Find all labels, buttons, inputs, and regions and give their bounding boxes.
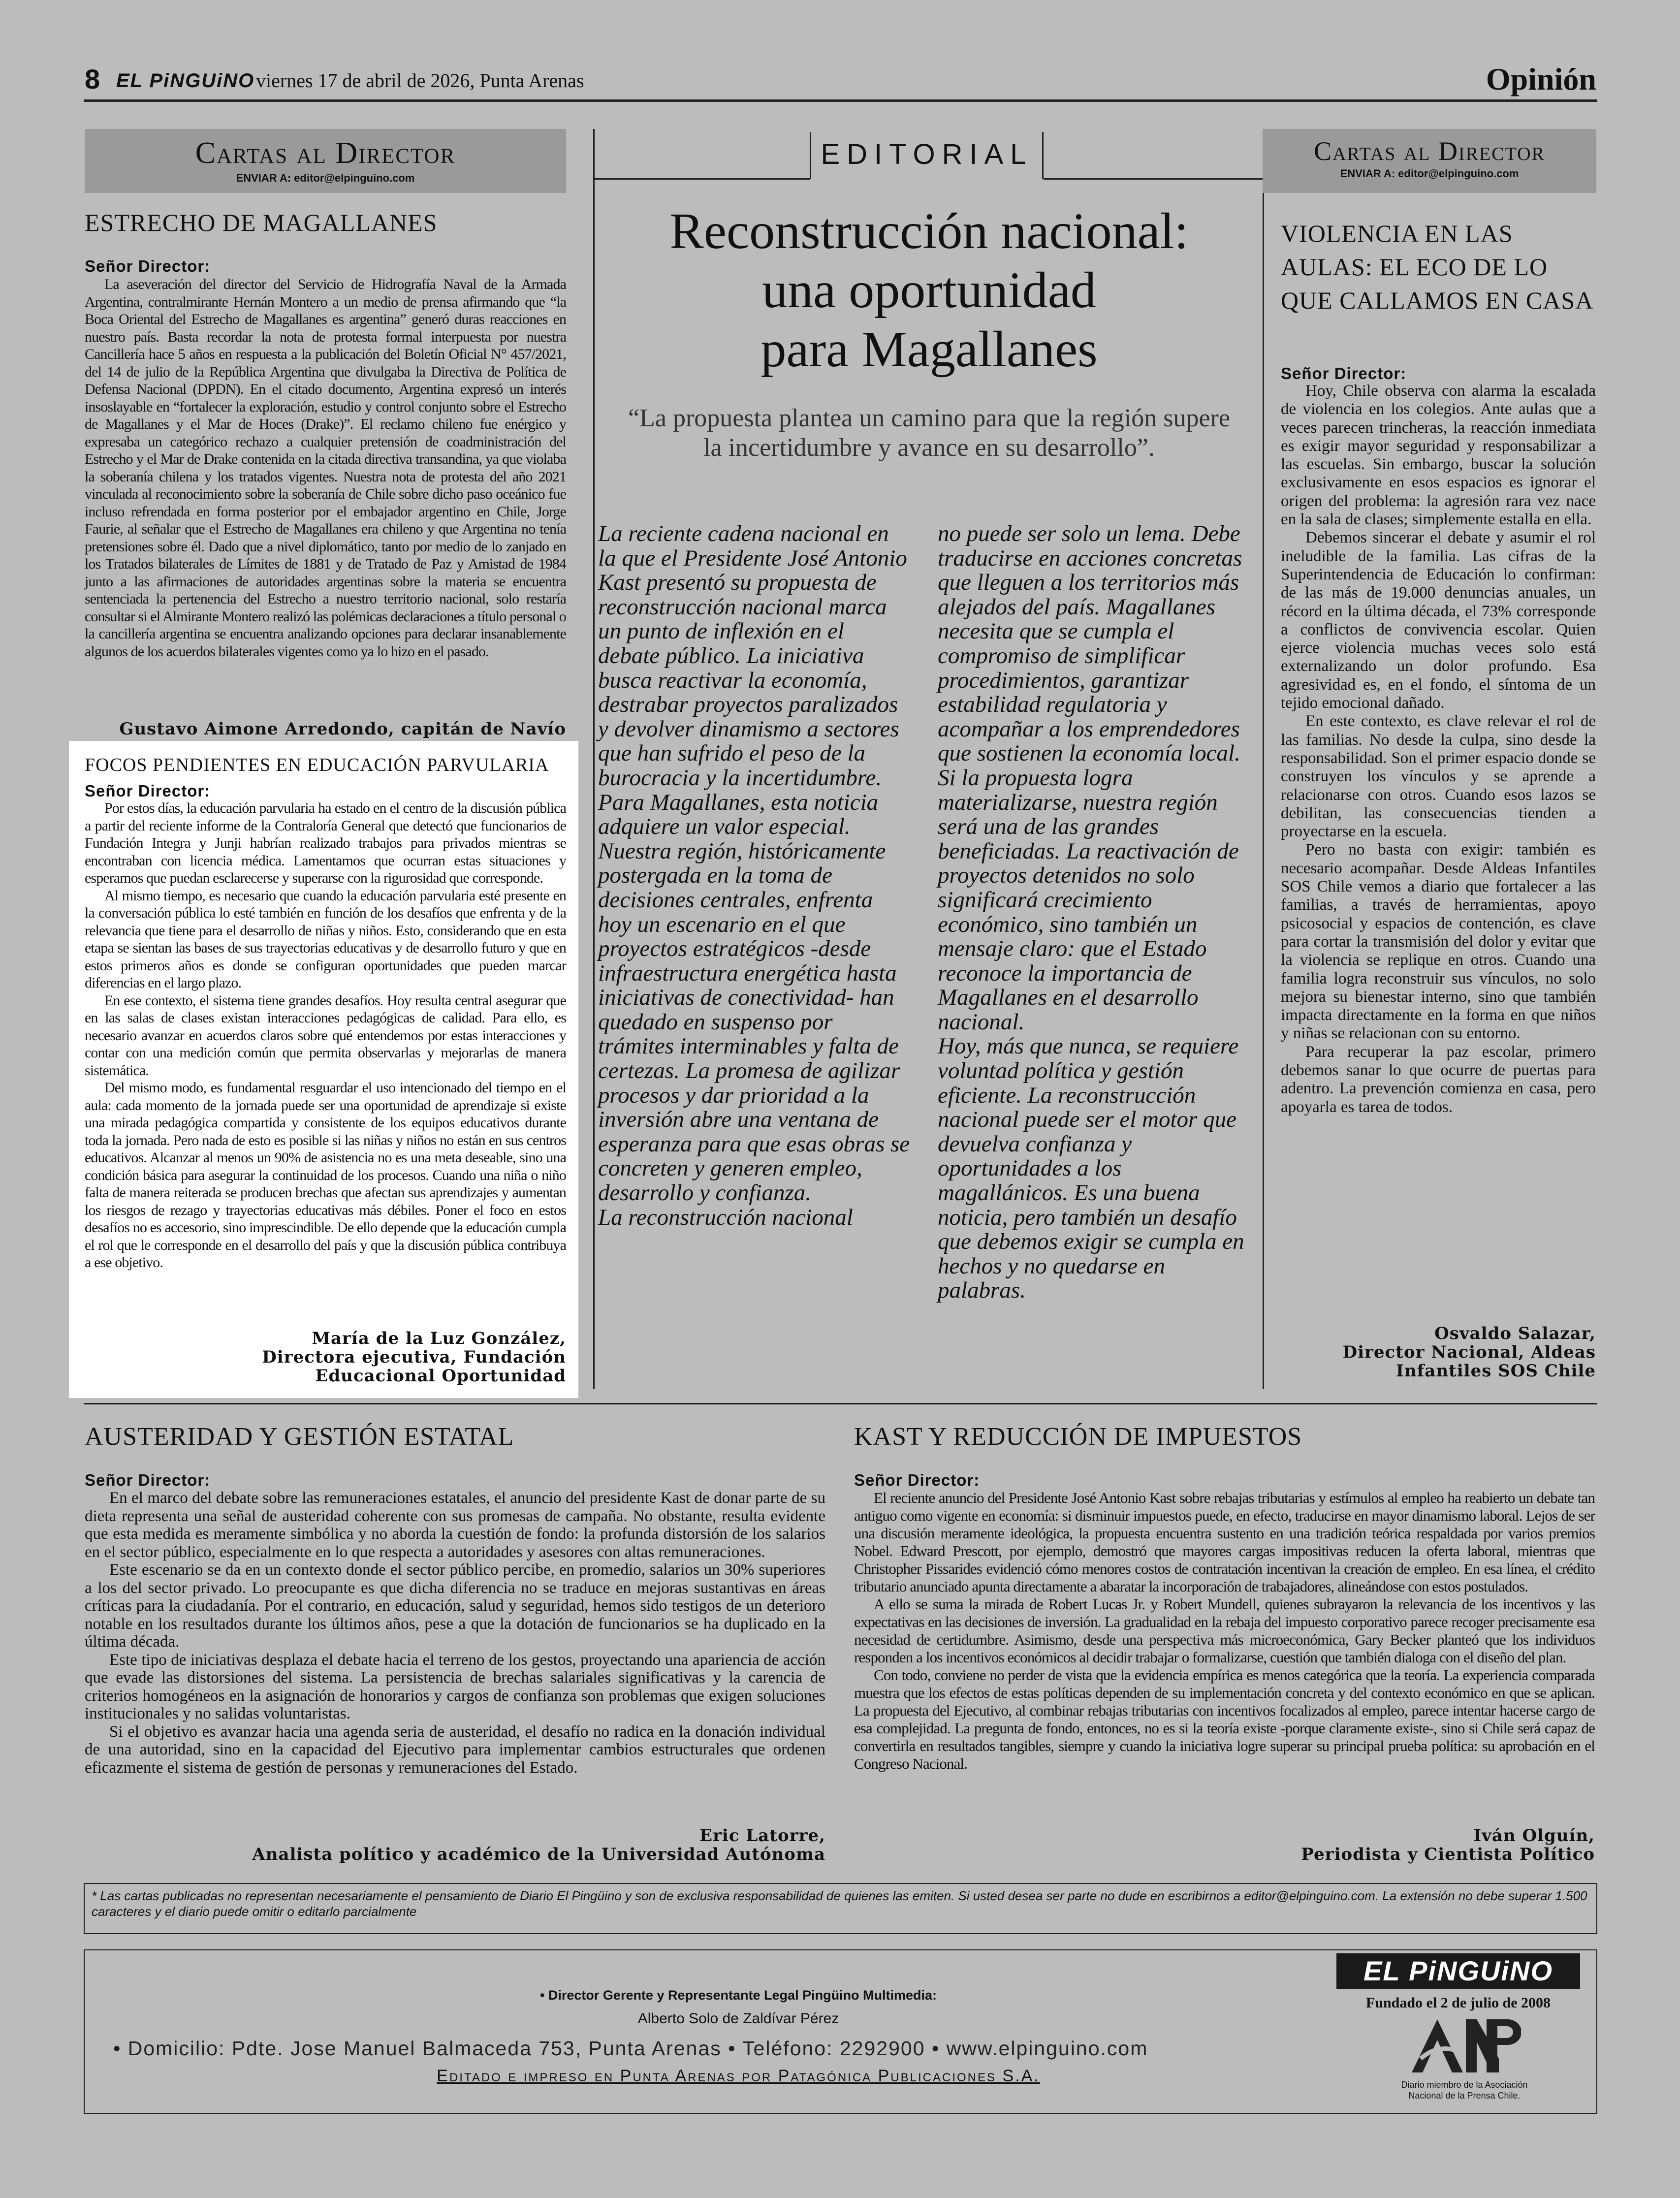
editorial-left-rule	[593, 129, 595, 1389]
letter4-greeting: Señor Director:	[85, 1471, 211, 1489]
founded-date: Fundado el 2 de julio de 2008	[1365, 1995, 1551, 2011]
editorial-label-line-right	[1044, 178, 1264, 180]
editorial-column-2: no puede ser solo un lema. Debe traducirse en acciones concretas que lleguen a los territorios más alejados del país. Magallanes necesita que se cumpla el compromiso de simplificar procedimientos, garantizar estabilidad regulatoria y acompañar a los emprendedores que sostienen la economía local. Si la propuesta logra materializarse, nuestra región será una de las grandes beneficiadas. La reactivación de proyectos detenidos no solo significará crecimiento económico, sino también un mensaje claro: que el Estado reconoce la importancia de Magallanes en el desarrollo nacional. Hoy, más que nunca, se requiere voluntad política y gestión eficiente. La reconstrucción nacional puede ser el motor que devuelva confianza y oportunidades a los magallánicos. Es una buena noticia, pero también un desafío que debemos exigir se cumpla en hechos y no quedarse en palabras.	[938, 521, 1244, 1304]
cartas-header-right	[1263, 129, 1596, 193]
letter5-greeting: Señor Director:	[854, 1471, 980, 1489]
disclaimer-text: * Las cartas publicadas no representan necesariamente el pensamiento de Diario El Pingüino y son de exclusiva responsabilidad de quienes las emiten. Si usted desea ser parte no dude en escribirnos a editor@elpinguino.com. La extensión no debe superar 1.500 caracteres y el diario puede omitir o editarlo parcialmente	[92, 1888, 1587, 1919]
editorial-label-bracket-right	[1042, 132, 1044, 179]
brand-name: EL PiNGUiNO	[116, 70, 255, 92]
letter3-title: VIOLENCIA EN LAS AULAS: EL ECO DE LO QUE CALLAMOS EN CASA	[1281, 220, 1594, 314]
director-name: Alberto Solo de Zaldívar Pérez	[637, 2010, 839, 2027]
letter2-title: FOCOS PENDIENTES EN EDUCACIÓN PARVULARIA	[85, 755, 549, 775]
letter5-body: El reciente anuncio del Presidente José Antonio Kast sobre rebajas tributarias y estímulos al empleo ha reabierto un debate tan antiguo como vigente en economía: si disminuir impuestos puede, en efecto, traducirse en mayor dinamismo laboral. Lejos de ser una discusión meramente ideológica, la propuesta encuentra sustento en una tradición teórica respaldada por varios premios Nobel. Edward Prescott, por ejemplo, demostró que mayores cargas impositivas reducen la oferta laboral, mientras que Christopher Pissarides evidenció cómo menores costos de contratación incentivan la creación de empleo. En esa línea, el crédito tributario anunciado apunta directamente a abaratar la incorporación de trabajadores, alineándose con estos postulados. A ello se suma la mirada de Robert Lucas Jr. y Robert Mundell, quienes subrayaron la relevancia de los incentivos y las expectativas en las decisiones de inversión. La gradualidad en la rebaja del impuesto corporativo parece recoger precisamente esa necesidad de certidumbre. Asimismo, desde una perspectiva más microeconómica, Gary Becker planteó que los individuos responden a los incentivos económicos al decidir trabajar o formalizarse, cuestión que también dialoga con el diseño del plan. Con todo, conviene no perder de vista que la evidencia empírica es menos categórica que la teoría. La experiencia comparada muestra que los efectos de estas políticas dependen de su implementación concreta y del contexto económico en que se aplican. La propuesta del Ejecutivo, al combinar rebajas tributarias con incentivos focalizados al empleo, parece intentar hacerse cargo de esa complejidad. La pregunta de fondo, entonces, no es si la teoría existe -porque claramente existe-, sino si Chile será capaz de convertirla en resultados tangibles, siempre y cuando la iniciativa logre superar su principal prueba política: su aprobación en el Congreso Nacional.	[854, 1489, 1595, 1772]
editorial-title: Reconstrucción nacional: una oportunidad para Magallanes	[669, 203, 1189, 378]
cartas-subtitle-right: ENVIAR A: editor@elpinguino.com	[1340, 167, 1519, 180]
anp-caption: Diario miembro de la Asociación Nacional de la Prensa Chile.	[1401, 2080, 1528, 2101]
cartas-header-left	[85, 129, 566, 193]
anp-logo	[1408, 2014, 1521, 2078]
anp-logo-icon	[1408, 2014, 1521, 2078]
letter3-signature: Osvaldo Salazar, Director Nacional, Aldeas Infantiles SOS Chile	[1342, 1324, 1596, 1381]
section-title: Opinión	[1486, 62, 1596, 96]
editorial-right-rule	[1263, 129, 1264, 1389]
letter4-signature: Eric Latorre, Analista político y académico de la Universidad Autónoma	[252, 1826, 825, 1864]
date-line: viernes 17 de abril de 2026, Punta Arenas	[256, 69, 584, 92]
address-line: • Domicilio: Pdte. Jose Manuel Balmaceda 753, Punta Arenas • Teléfono: 2292900 • www.elpinguino.com	[113, 2037, 1148, 2060]
letter2-body: Por estos días, la educación parvularia ha estado en el centro de la discusión pública a partir del reciente informe de la Contraloría General que detectó que funcionarios de Fundación Integra y Junji habrían realizado trabajos para privados mientras se encontraban con licencia médica. Lamentamos que ocurran estas situaciones y esperamos que puedan esclarecerse y superarse con la rigurosidad que corresponde. Al mismo tiempo, es necesario que cuando la educación parvularia esté presente en la conversación pública lo esté también en función de los desafíos que enfrenta y de la relevancia que tiene para el desarrollo de niñas y niños. Esto, considerando que en esta etapa se sientan las bases de sus trayectorias educativas y de desarrollo futuro y que en estos primeros años es donde se configuran oportunidades que pueden marcar diferencias en el largo plazo. En ese contexto, el sistema tiene grandes desafíos. Hoy resulta central asegurar que en las salas de clases existan interacciones pedagógicas de calidad. Para ello, es necesario avanzar en acuerdos claros sobre qué entendemos por estas interacciones y contar con una medición común que permita observarlas y mejorarlas de manera sistemática. Del mismo modo, es fundamental resguardar el uso intencionado del tiempo en el aula: cada momento de la jornada puede ser una oportunidad de aprendizaje si existe una mirada pedagógica compartida y consistente de los equipos educativos durante toda la jornada. Pero nada de esto es posible si las niñas y niños no están en sus centros educativos. Alcanzar al menos un 90% de asistencia no es una meta deseable, sino una condición básica para asegurar la continuidad de los procesos. Cuando una niña o niño falta de manera reiterada se producen brechas que afectan sus aprendizajes y aumentan los riesgos de rezago y trayectorias educativas más débiles. Poner el foco en estos desafíos no es accesorio, sino imprescindible. De ello depende que la educación cumpla el rol que le corresponde en el desarrollo del país y que la discusión pública contribuya a ese objetivo.	[85, 800, 566, 1271]
letter4-body: En el marco del debate sobre las remuneraciones estatales, el anuncio del presidente Kast de donar parte de su dieta representa una señal de austeridad coherente con sus promesas de campaña. No obstante, resulta evidente que esta medida es meramente simbólica y no aborda la cuestión de fondo: la profunda distorsión de los salarios en el sector público, especialmente en lo que respecta a autoridades y asesores con altas remuneraciones. Este escenario se da en un contexto donde el sector público percibe, en promedio, salarios un 30% superiores a los del sector privado. Lo preocupante es que dicha diferencia no se traduce en mejoras sustantivas en áreas críticas para la ciudadanía. Por el contrario, en educación, salud y seguridad, hemos sido testigos de un deterioro notable en los resultados durante los últimos años, pese a que la dotación de funcionarios se ha duplicado en la última década. Este tipo de iniciativas desplaza el debate hacia el terreno de los gestos, proyectando una apariencia de acción que evade las distorsiones del sistema. La persistencia de brechas salariales significativas y la carencia de criterios homogéneos en la asignación de honorarios y cargos de confianza son problemas que exigen soluciones institucionales y no salidas voluntaristas. Si el objetivo es avanzar hacia una agenda seria de austeridad, el desafío no radica en la donación individual de una autoridad, sino en la capacidad del Ejecutivo para implementar cambios estructurales que ordenen eficazmente el sistema de gestión de personas y remuneraciones del Estado.	[85, 1489, 825, 1777]
letter4-title: AUSTERIDAD Y GESTIÓN ESTATAL	[85, 1423, 514, 1451]
editorial-column-1: La reciente cadena nacional en la que el Presidente José Antonio Kast presentó su propuesta de reconstrucción nacional marca un punto de inflexión en el debate público. La iniciativa busca reactivar la economía, destrabar proyectos paralizados y devolver dinamismo a sectores que han sufrido el peso de la burocracia y la incertidumbre. Para Magallanes, esta noticia adquiere un valor especial. Nuestra región, históricamente postergada en la toma de decisiones centrales, enfrenta hoy un escenario en el que proyectos estratégicos -desde infraestructura energética hasta iniciativas de conectividad- han quedado en suspenso por trámites interminables y falta de certezas. La promesa de agilizar procesos y dar prioridad a la inversión abre una ventana de esperanza para que esas obras se concreten y generen empleo, desarrollo y confianza. La reconstrucción nacional	[598, 521, 910, 1230]
letter3-body: Hoy, Chile observa con alarma la escalada de violencia en los colegios. Ante aulas que a veces parecen trincheras, la reacción inmediata es exigir mayor seguridad y responsabilizar a las escuelas. Sin embargo, buscar la solución exclusivamente en esos espacios es ignorar el origen del problema: la agresión rara vez nace en la sala de clases; simplemente estalla en ella. Debemos sincerar el debate y asumir el rol ineludible de la familia. Las cifras de la Superintendencia de Educación lo confirman: de las más de 19.000 denuncias anuales, un récord en la última década, el 73% corresponde a conflictos de convivencia escolar. Quien ejerce violencia muchas veces solo está externalizando un dolor profundo. Esa agresividad es, en el fondo, el síntoma de un tejido emocional dañado. En este contexto, es clave relevar el rol de las familias. No desde la culpa, sino desde la responsabilidad. Son el primer espacio donde se construyen los vínculos y se aprende a relacionarse con otros. Cuando esos lazos se debilitan, las consecuencias tienden a proyectarse en la escuela. Pero no basta con exigir: también es necesario acompañar. Desde Aldeas Infantiles SOS Chile vemos a diario que fortalecer a las familias, a través de herramientas, apoyo psicosocial y espacios de contención, es clave para cortar la transmisión del dolor y evitar que la violencia se replique en otros. Cuando una familia logra reconstruir sus vínculos, no solo mejora su bienestar interno, sino que también impacta directamente en la forma en que niños y niñas se relacionan con su entorno. Para recuperar la paz escolar, primero debemos sanar lo que ocurre de puertas para adentro. La prevención comienza en casa, pero apoyarla es tarea de todos.	[1281, 382, 1596, 1116]
director-label: • Director Gerente y Representante Legal Pingüino Multimedia:	[539, 1988, 937, 2003]
disclaimer-box	[84, 1883, 1597, 1934]
letter5-title: KAST Y REDUCCIÓN DE IMPUESTOS	[854, 1423, 1302, 1451]
letter1-body: La aseveración del director del Servicio de Hidrografía Naval de la Armada Argentina, contralmirante Hernán Montero a un medio de prensa afirmando que “la Boca Oriental del Estrecho de Magallanes es argentina” generó duras reacciones en nuestro país. Basta recordar la nota de protesta formal interpuesta por nuestra Cancillería hace 5 años en respuesta a la publicación del Boletín Oficial N° 457/2021, del 14 de julio de la República Argentina que divulgaba la Directiva de Política de Defensa Nacional (DPDN). En el citado documento, Argentina expresó un interés insoslayable en “fortalecer la exploración, estudio y control conjunto sobre el Estrecho de Magallanes y el Mar de Hoces (Drake)”. El reclamo chileno fue enérgico y expresaba un categórico rechazo a cualquier pretensión de coadministración del Estrecho y el Mar de Drake contenida en la citada directiva transandina, ya que violaba la soberanía chilena y los tratados vigentes. Nuestra nota de protesta del año 2021 vinculada al reconocimiento sobre la soberanía de Chile sobre dicho paso oceánico fue incluso refrendada en forma posterior por el embajador argentino en Chile, Jorge Faurie, al señalar que el Estrecho de Magallanes era chileno y que Argentina no tenía pretensiones sobre él. Dado que a nivel diplomático, tanto por medio de lo zanjado en los Tratados bilaterales de Límites de 1881 y de Tratado de Paz y Amistad de 1984 junto a las afirmaciones de autoridades argentinas sobre la materia se encuentra sentenciada la pertenencia del Estrecho a nuestro territorio nacional, solo restaría consultar si el Almirante Montero realizó las polémicas declaraciones a título personal o la cancillería argentina se encuentra analizando opciones para declarar insanablemente algunos de los acuerdos bilaterales vigentes como ya lo hizo en el pasado.	[85, 276, 566, 660]
letter5-signature: Iván Olguín, Periodista y Cientista Político	[1301, 1826, 1595, 1864]
letter2-signature: María de la Luz González, Directora ejecutiva, Fundación Educacional Oportunidad	[262, 1329, 566, 1386]
printed-line: Editado e impreso en Punta Arenas por Patagónica Publicaciones S.A.	[437, 2067, 1040, 2085]
letter1-title: ESTRECHO DE MAGALLANES	[85, 209, 438, 236]
cartas-title-right: Cartas al Director	[1314, 136, 1545, 166]
letter1-signature: Gustavo Aimone Arredondo, capitán de Navío	[119, 719, 566, 739]
cartas-title: Cartas al Director	[195, 136, 456, 170]
editorial-label-bracket-left	[810, 132, 811, 179]
editorial-label: EDITORIAL	[821, 138, 1033, 170]
letter3-greeting: Señor Director:	[1281, 364, 1407, 382]
brand-logo: EL PiNGUiNO	[1336, 1953, 1580, 1989]
bottom-section-rule	[84, 1403, 1597, 1404]
cartas-subtitle: ENVIAR A: editor@elpinguino.com	[236, 172, 415, 184]
editorial-quote: “La propuesta plantea un camino para que la región supere la incertidumbre y avance en su desarrollo”.	[628, 404, 1230, 462]
header-rule	[84, 99, 1597, 102]
editorial-label-line-left	[593, 178, 810, 180]
letter2-greeting: Señor Director:	[85, 782, 211, 800]
letter1-greeting: Señor Director:	[85, 257, 211, 275]
page-number: 8	[85, 64, 100, 95]
